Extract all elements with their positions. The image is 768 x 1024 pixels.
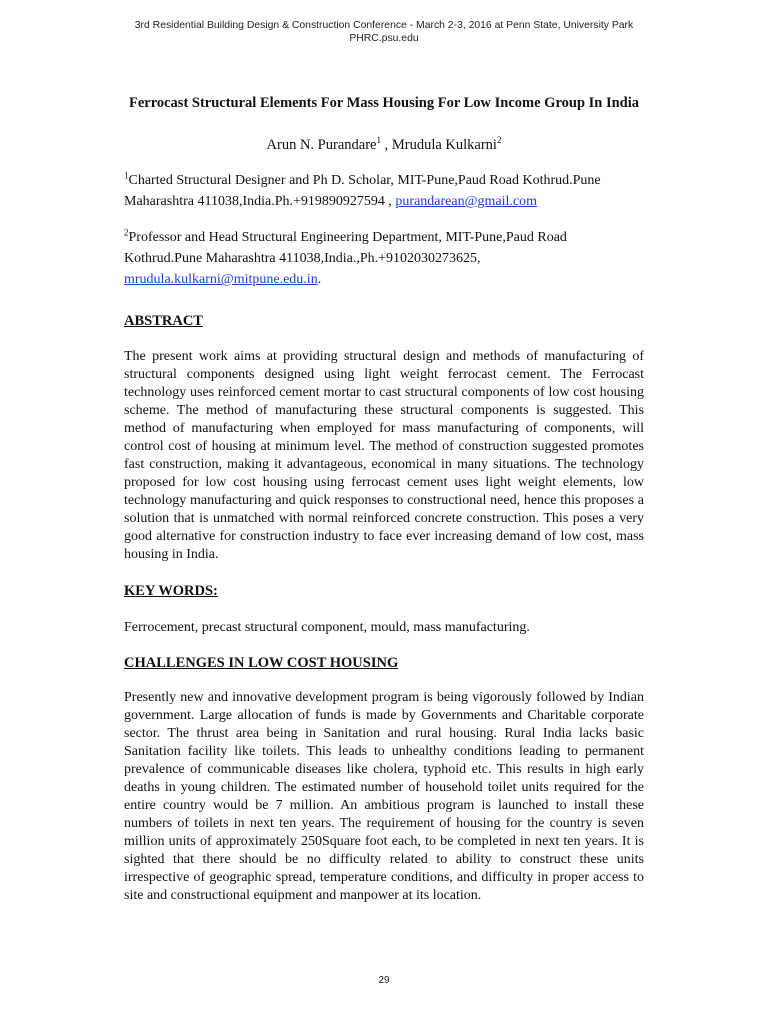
- affiliation-sup-2: 2: [124, 227, 129, 238]
- affiliation-1: [124, 170, 644, 212]
- abstract-text: The present work aims at providing structural design and methods of manufacturing of structural components designed using light weight ferrocast cement. The Ferrocast technology uses reinforced cement mortar to cast structural components of low cost housing scheme. The method of manufacturing these structural components is suggested. This method of manufacturing when employed for mass manufacturing of components, will control cost of housing at minimum level. The method of construction suggested promotes fast construction, making it advantageous, economical in many situations. The technology proposed for low cost housing using ferrocast cement uses light weight elements, low technology manufacturing and quick responses to constructional need, hence this proposes a solution that is unmatched with normal reinforced concrete construction. This poses a very good alternative for construction industry to face ever increasing demand of low cost, mass housing in India.: [124, 349, 644, 562]
- paper-body: [124, 94, 644, 905]
- email-link-2[interactable]: mrudula.kulkarni@mitpune.edu.in: [124, 272, 318, 287]
- affiliation-text-2: Professor and Head Structural Engineering Department, MIT-Pune,Paud Road Kothrud.Pune Maharashtra 411038,India.,Ph.+9102030273625,: [124, 230, 567, 266]
- affiliation-sup-1: 1: [124, 170, 129, 181]
- author-line: [124, 136, 644, 154]
- challenges-heading: CHALLENGES IN LOW COST HOUSING: [124, 655, 399, 671]
- conference-header-line2: PHRC.psu.edu: [349, 33, 419, 44]
- author-name-2: Mrudula Kulkarni: [391, 137, 497, 153]
- paper-title: Ferrocast Structural Elements For Mass Housing For Low Income Group In India: [128, 95, 640, 111]
- affiliation-text-1: Charted Structural Designer and Ph D. Scholar, MIT-Pune,Paud Road Kothrud.Pune Maharashtra 411038,India.Ph.+919890927594 ,: [124, 173, 601, 209]
- abstract-heading: ABSTRACT: [124, 313, 203, 329]
- author-sup-2: 2: [496, 135, 502, 146]
- affiliation-2: [124, 227, 644, 290]
- author-name-1: Arun N. Purandare: [266, 137, 377, 153]
- author-sup-1: 1: [376, 135, 381, 146]
- challenges-text: Presently new and innovative development program is being vigorously followed by Indian government. Large allocation of funds is made by Governments and Charitable corporate sector. The thrust area being in Sanitation and rural housing. Rural India lacks basic Sanitation facility like toilets. This leads to unhealthy conditions leading to permanent prevalence of communicable diseases like cholera, typhoid etc. This results in high early deaths in young children. The estimated number of household toilet units required for the entire country would be 7 million. An ambitious program is launched to install these numbers of toilets in next ten years. The requirement of housing for the country is seven million units of approximately 250Square foot each, to be completed in next ten years. It is sighted that there should be no difficulty related to ability to construct these units irrespective of geographic spread, temperature conditions, and difficulty in proper access to site and constructional equipment and manpower at its location.: [124, 690, 644, 903]
- affiliation-trail-2: .: [317, 272, 322, 287]
- conference-header-line1: 3rd Residential Building Design & Construction Conference - March 2-3, 2016 at Penn State, University Park: [134, 20, 634, 31]
- email-link-1[interactable]: purandarean@gmail.com: [395, 194, 537, 209]
- conference-header: [0, 19, 768, 45]
- keywords-heading: KEY WORDS:: [124, 583, 218, 599]
- keywords-text: Ferrocement, precast structural component, mould, mass manufacturing.: [124, 620, 530, 635]
- author-separator: ,: [380, 137, 392, 153]
- page-number: 29: [378, 975, 390, 986]
